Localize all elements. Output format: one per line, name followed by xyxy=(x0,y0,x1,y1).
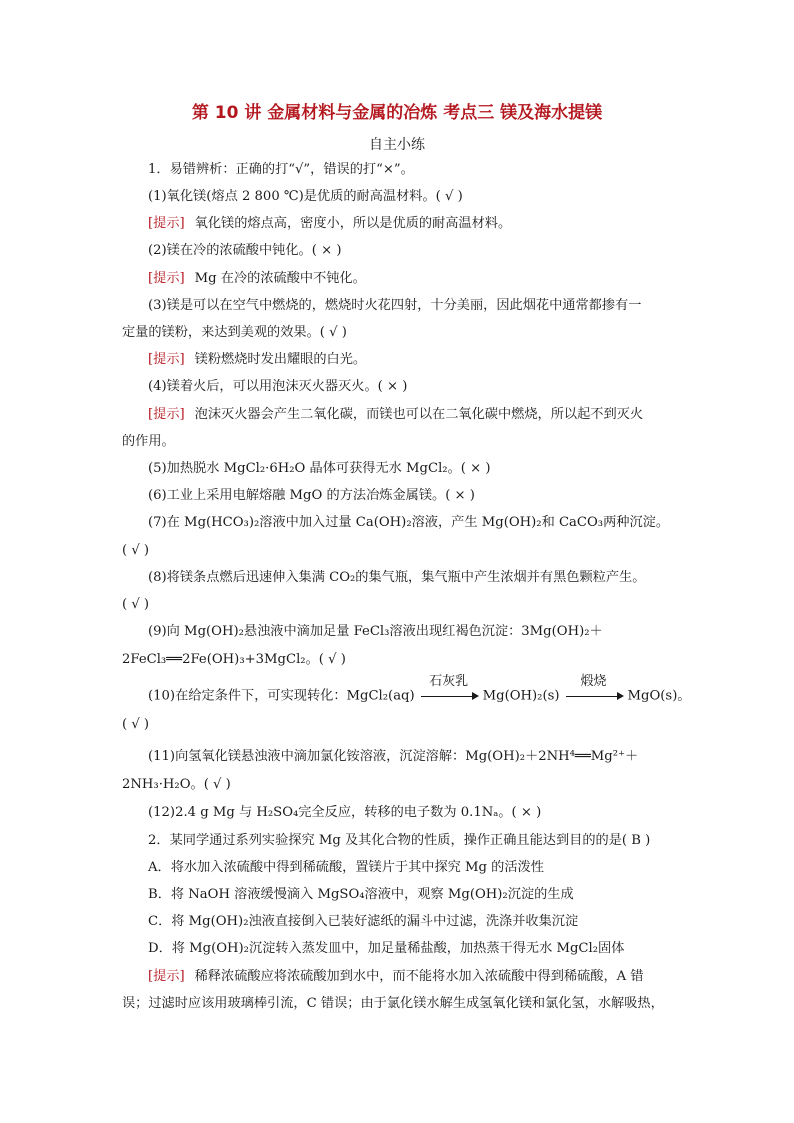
item-8-answer: ( √ ) xyxy=(122,597,150,612)
item-6: (6)工业上采用电解熔融 MgO 的方法冶炼金属镁。( × ) xyxy=(148,488,475,503)
section-subtitle: 自主小练 xyxy=(369,137,425,153)
hint-label: [提示] xyxy=(148,407,185,422)
item-8: (8)将镁条点燃后迅速伸入集满 CO₂的集气瓶，集气瓶中产生浓烟并有黑色颗粒产生。 xyxy=(148,570,646,585)
item-11: (11)向氢氧化镁悬浊液中滴加氯化铵溶液，沉淀溶解：Mg(OH)₂＋2NH⁴══Mg²⁺＋ xyxy=(148,749,639,764)
item-3-cont: 定量的镁粉，来达到美观的效果。( √ ) xyxy=(122,325,347,340)
hint-label: [提示] xyxy=(148,352,185,367)
hint-1: [提示] 氧化镁的熔点高，密度小，所以是优质的耐高温材料。 xyxy=(148,216,512,231)
item-10: (10)在给定条件下，可实现转化：MgCl₂(aq) 石灰乳 Mg(OH)₂(s) 煅烧 MgO(s)。 xyxy=(148,674,691,704)
hint-2: [提示] Mg 在冷的浓硫酸中不钝化。 xyxy=(148,271,366,286)
hint-q2: [提示] 稀释浓硫酸应将浓硫酸加到水中，而不能将水加入浓硫酸中得到稀硫酸，A 错 xyxy=(148,969,644,984)
hint-label: [提示] xyxy=(148,969,185,984)
hint-q2-cont: 误；过滤时应该用玻璃棒引流，C 错误；由于氯化镁水解生成氢氧化镁和氯化氢，水解吸热， xyxy=(122,996,664,1011)
hint-4-cont: 的作用。 xyxy=(122,434,175,449)
option-c: C．将 Mg(OH)₂浊液直接倒入已装好滤纸的漏斗中过滤，洗涤并收集沉淀 xyxy=(148,914,579,929)
item-9: (9)向 Mg(OH)₂悬浊液中滴加足量 FeCl₃溶液出现红褐色沉淀：3Mg(OH)₂＋ xyxy=(148,624,603,639)
hint-3: [提示] 镁粉燃烧时发出耀眼的白光。 xyxy=(148,352,367,367)
hint-label: [提示] xyxy=(148,271,185,286)
item-7: (7)在 Mg(HCO₃)₂溶液中加入过量 Ca(OH)₂溶液，产生 Mg(OH)₂和 CaCO₃两种沉淀。 xyxy=(148,515,670,530)
reaction-arrow-1 xyxy=(419,674,479,704)
reaction-arrow-2 xyxy=(564,674,624,704)
item-11-cont: 2NH₃·H₂O。( √ ) xyxy=(122,777,231,792)
item-7-answer: ( √ ) xyxy=(122,543,150,558)
item-4: (4)镁着火后，可以用泡沫灭火器灭火。( × ) xyxy=(148,379,408,394)
page-title: 第 10 讲 金属材料与金属的冶炼 考点三 镁及海水提镁 xyxy=(191,103,603,123)
item-5: (5)加热脱水 MgCl₂·6H₂O 晶体可获得无水 MgCl₂。( × ) xyxy=(148,461,491,476)
question-2-stem: 2．某同学通过系列实验探究 Mg 及其化合物的性质，操作正确且能达到目的的是( B ) xyxy=(148,833,651,848)
option-d: D．将 Mg(OH)₂沉淀转入蒸发皿中，加足量稀盐酸，加热蒸干得无水 MgCl₂固体 xyxy=(148,941,625,956)
item-9-cont: 2FeCl₃══2Fe(OH)₃+3MgCl₂。( √ ) xyxy=(122,652,346,667)
option-a: A．将水加入浓硫酸中得到稀硫酸，置镁片于其中探究 Mg 的活泼性 xyxy=(148,860,544,875)
question-1-stem: 1．易错辨析：正确的打“√”，错误的打“×”。 xyxy=(148,162,414,177)
arrow-label-2: 煅烧 xyxy=(580,674,607,689)
item-2: (2)镁在冷的浓硫酸中钝化。( × ) xyxy=(148,243,342,258)
item-1: (1)氧化镁(熔点 2 800 ℃)是优质的耐高温材料。( √ ) xyxy=(148,189,463,204)
item-12: (12)2.4 g Mg 与 H₂SO₄完全反应，转移的电子数为 0.1Nₐ。( × ) xyxy=(148,805,542,820)
arrow-label-1: 石灰乳 xyxy=(429,674,469,689)
hint-4: [提示] 泡沫灭火器会产生二氧化碳，而镁也可以在二氧化碳中燃烧，所以起不到灭火 xyxy=(148,407,644,422)
option-b: B．将 NaOH 溶液缓慢滴入 MgSO₄溶液中，观察 Mg(OH)₂沉淀的生成 xyxy=(148,887,574,902)
item-10-answer: ( √ ) xyxy=(122,717,150,732)
hint-label: [提示] xyxy=(148,216,185,231)
item-3: (3)镁是可以在空气中燃烧的，燃烧时火花四射，十分美丽，因此烟花中通常都掺有一 xyxy=(148,298,642,313)
